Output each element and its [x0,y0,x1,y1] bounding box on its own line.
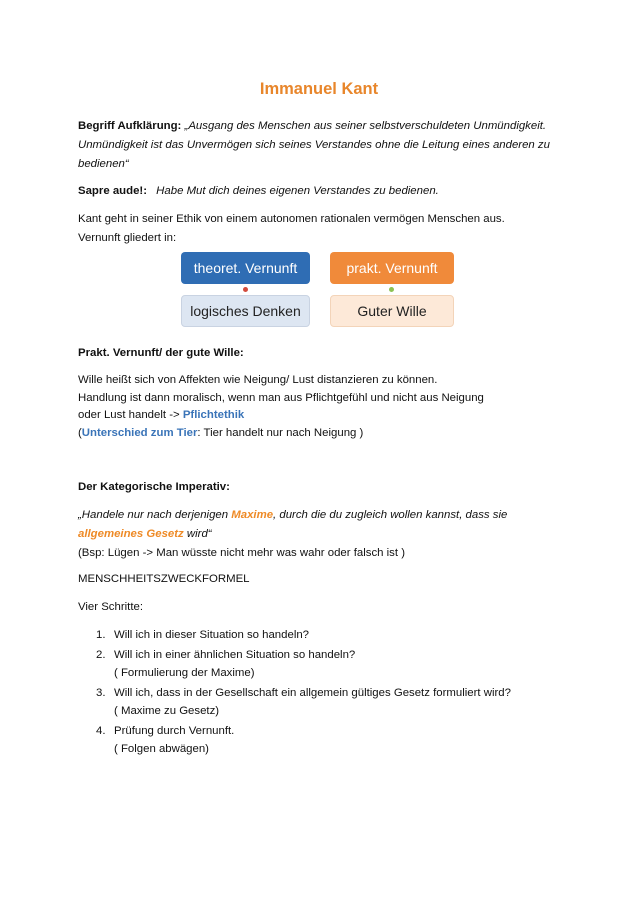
page-title: Immanuel Kant [259,80,379,98]
intro-paragraph [78,210,578,248]
maxime-term: Maxime [231,509,274,521]
unterschied-term: Unterschied zum Tier [81,426,198,439]
list-item: 3. Will ich, dass in der Gesellschaft ein allgemein gültiges Gesetz formuliert wird? ( Maxime zu Gesetz) [96,687,511,717]
sapere-label: Sapre aude!: [78,185,147,197]
imperativ-beispiel: (Bsp: Lügen -> Man wüsste nicht mehr was wahr oder falsch ist ) [78,547,405,559]
guter-wille-box: Guter Wille [330,295,454,327]
list-item: 2. Will ich in einer ähnlichen Situation so handeln? ( Formulierung der Maxime) [96,649,356,679]
schritte-list [96,626,576,758]
zweckformel: MENSCHHEITSZWECKFORMEL [78,573,250,585]
intro-line-1: Kant geht in seiner Ethik von einem autonomen rationalen vermögen Menschen aus. [78,213,505,225]
prakt-line-2: Handlung ist dann moralisch, wenn man aus Pflichtgefühl und nicht aus Neigung [78,391,484,404]
prakt-vernunft-paragraph [78,372,578,442]
prakt-line-1: Wille heißt sich von Affekten wie Neigung/ Lust distanzieren zu können. [78,374,438,386]
prakt-vernunft-box: prakt. Vernunft [330,252,454,284]
connector-dot-red [243,287,248,292]
gesetz-term: allgemeines Gesetz [78,528,184,540]
aufklaerung-paragraph [78,117,578,174]
list-item: 1. Will ich in dieser Situation so handeln? [96,629,310,641]
sapere-text: Habe Mut dich deines eigenen Verstandes zu bedienen. [156,185,439,197]
prakt-vernunft-heading: Prakt. Vernunft/ der gute Wille: [78,347,244,359]
imperativ-heading: Der Kategorische Imperativ: [78,481,230,493]
sapere-paragraph [78,182,578,201]
pflichtethik-term: Pflichtethik [182,409,245,421]
list-item: 4. Prüfung durch Vernunft. ( Folgen abwägen) [96,725,235,755]
connector-dot-green [389,287,394,292]
intro-line-2: Vernunft gliedert in: [78,232,177,244]
logisches-denken-box: logisches Denken [181,295,310,327]
imperativ-quote: „Handele nur nach derjenigen Maxime, durch die du zugleich wollen kannst, dass sie allgemeines Gesetz wird“ (Bsp: Lügen -> Man wüsste nicht mehr was wahr oder falsch ist ) [78,506,578,563]
aufklaerung-label: Begriff Aufklärung: [78,120,182,132]
schritte-heading: Vier Schritte: [78,601,143,613]
prakt-line-3: oder Lust handelt -> Pflichtethik [78,409,245,421]
theoret-vernunft-box: theoret. Vernunft [181,252,310,284]
prakt-line-4: (Unterschied zum Tier: Tier handelt nur nach Neigung ) [78,426,364,439]
aufklaerung-quote: „Ausgang des Menschen aus seiner selbstverschuldeten Unmündigkeit. Unmündigkeit ist das Unvermögen sich seines Verstandes ohne die Leitung eines anderen zu bedienen“ [78,120,550,170]
